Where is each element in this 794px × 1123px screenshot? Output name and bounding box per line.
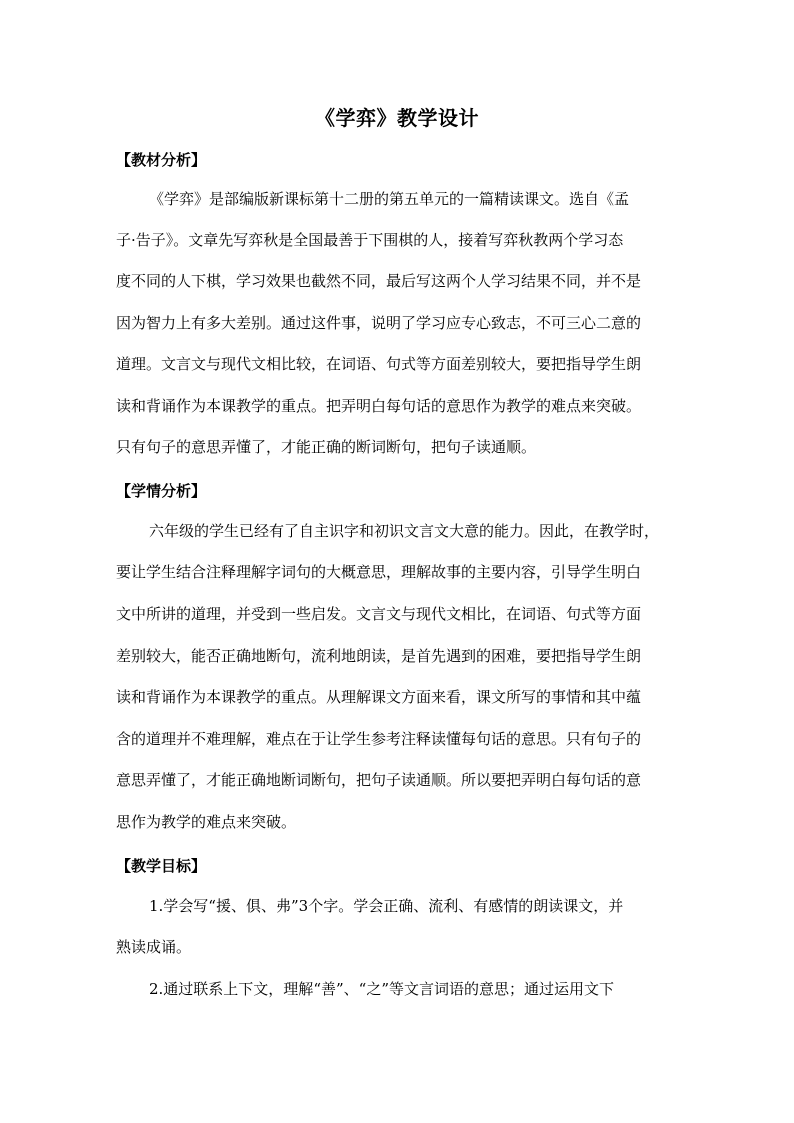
paragraph-line: 《学弈》是部编版新课标第十二册的第五单元的一篇精读课文。选自《孟 [149,190,630,208]
document-title: 《学弈》教学设计 [315,106,479,130]
paragraph-line: 读和背诵作为本课教学的重点。从理解课文方面来看，课文所写的事情和其中蕴 [116,688,642,706]
paragraph-line: 要让学生结合注释理解字词句的大概意思，理解故事的主要内容，引导学生明白 [116,563,642,581]
section-heading-textbook-analysis: 【教材分析】 [116,151,207,169]
paragraph-line: 因为智力上有多大差别。通过这件事，说明了学习应专心致志，不可三心二意的 [116,314,642,332]
paragraph-line: 含的道理并不难理解，难点在于让学生参考注释读懂每句话的意思。只有句子的 [116,730,642,748]
paragraph-line: 度不同的人下棋，学习效果也截然不同，最后写这两个人学习结果不同，并不是 [116,272,642,290]
section-heading-student-analysis: 【学情分析】 [116,482,207,500]
paragraph-line: 道理。文言文与现代文相比较，在词语、句式等方面差别较大，要把指导学生朗 [116,355,642,373]
paragraph-line: 思作为教学的难点来突破。 [116,813,297,831]
paragraph-line: 熟读成诵。 [116,938,192,956]
paragraph-line: 子·告子》。文章先写弈秋是全国最善于下围棋的人，接着写弈秋教两个学习态 [116,231,624,249]
section-heading-teaching-goals: 【教学目标】 [116,857,207,875]
paragraph-line: 六年级的学生已经有了自主识字和初识文言文大意的能力。因此，在教学时， [149,522,660,540]
paragraph-line: 差别较大，能否正确地断句，流利地朗读，是首先遇到的困难，要把指导学生朗 [116,647,642,665]
paragraph-line: 意思弄懂了，才能正确地断词断句，把句子读通顺。所以要把弄明白每句话的意 [116,771,642,789]
paragraph-line: 读和背诵作为本课教学的重点。把弄明白每句话的意思作为教学的难点来突破。 [116,397,642,415]
paragraph-line: 1.学会写“援、俱、弗”3个字。学会正确、流利、有感情的朗读课文，并 [149,897,624,915]
paragraph-line: 只有句子的意思弄懂了，才能正确的断词断句，把句子读通顺。 [116,438,537,456]
paragraph-line: 文中所讲的道理，并受到一些启发。文言文与现代文相比，在词语、句式等方面 [116,605,642,623]
paragraph-line: 2.通过联系上下文，理解“善”、“之”等文言词语的意思；通过运用文下 [149,980,614,998]
